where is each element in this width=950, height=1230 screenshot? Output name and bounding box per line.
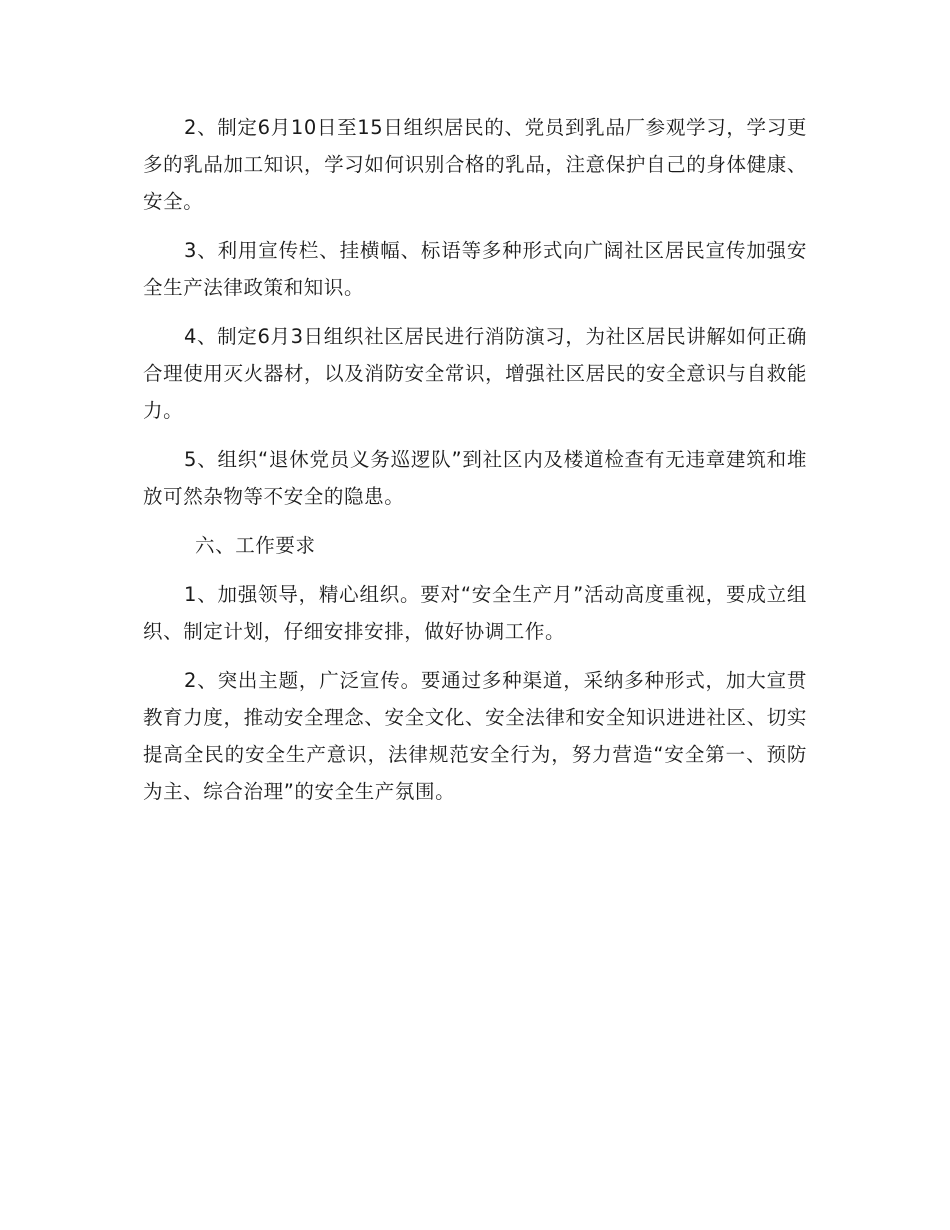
paragraph-requirement-1: 1、加强领导，精心组织。要对“安全生产月”活动高度重视，要成立组织、制定计划，仔细安排安排，做好协调工作。 bbox=[143, 583, 807, 643]
paragraph-item-2-dairy-visit: 2、制定6月10日至15日组织居民的、党员到乳品厂参观学习，学习更多的乳品加工知识，学习如何识别合格的乳品，注意保护自己的身体健康、安全。 bbox=[143, 116, 807, 213]
paragraph-requirement-2: 2、突出主题，广泛宣传。要通过多种渠道，采纳多种形式，加大宣贯教育力度，推动安全理念、安全文化、安全法律和安全知识进进社区、切实提高全民的安全生产意识，法律规范安全行为，努力营造“安全第一、预防为主、综合治理”的安全生产氛围。 bbox=[143, 669, 807, 803]
paragraph-item-5-patrol: 5、组织“退休党员义务巡逻队”到社区内及楼道检查有无违章建筑和堆放可然杂物等不安全的隐患。 bbox=[143, 448, 807, 508]
paragraph-item-4-fire-drill: 4、制定6月3日组织社区居民进行消防演习，为社区居民讲解如何正确合理使用灭火器材，以及消防安全常识，增强社区居民的安全意识与自救能力。 bbox=[143, 325, 807, 422]
paragraph-item-3-publicity: 3、利用宣传栏、挂横幅、标语等多种形式向广阔社区居民宣传加强安全生产法律政策和知识。 bbox=[143, 239, 807, 299]
document-body bbox=[143, 109, 807, 822]
section-heading: 六、工作要求 bbox=[195, 534, 316, 557]
